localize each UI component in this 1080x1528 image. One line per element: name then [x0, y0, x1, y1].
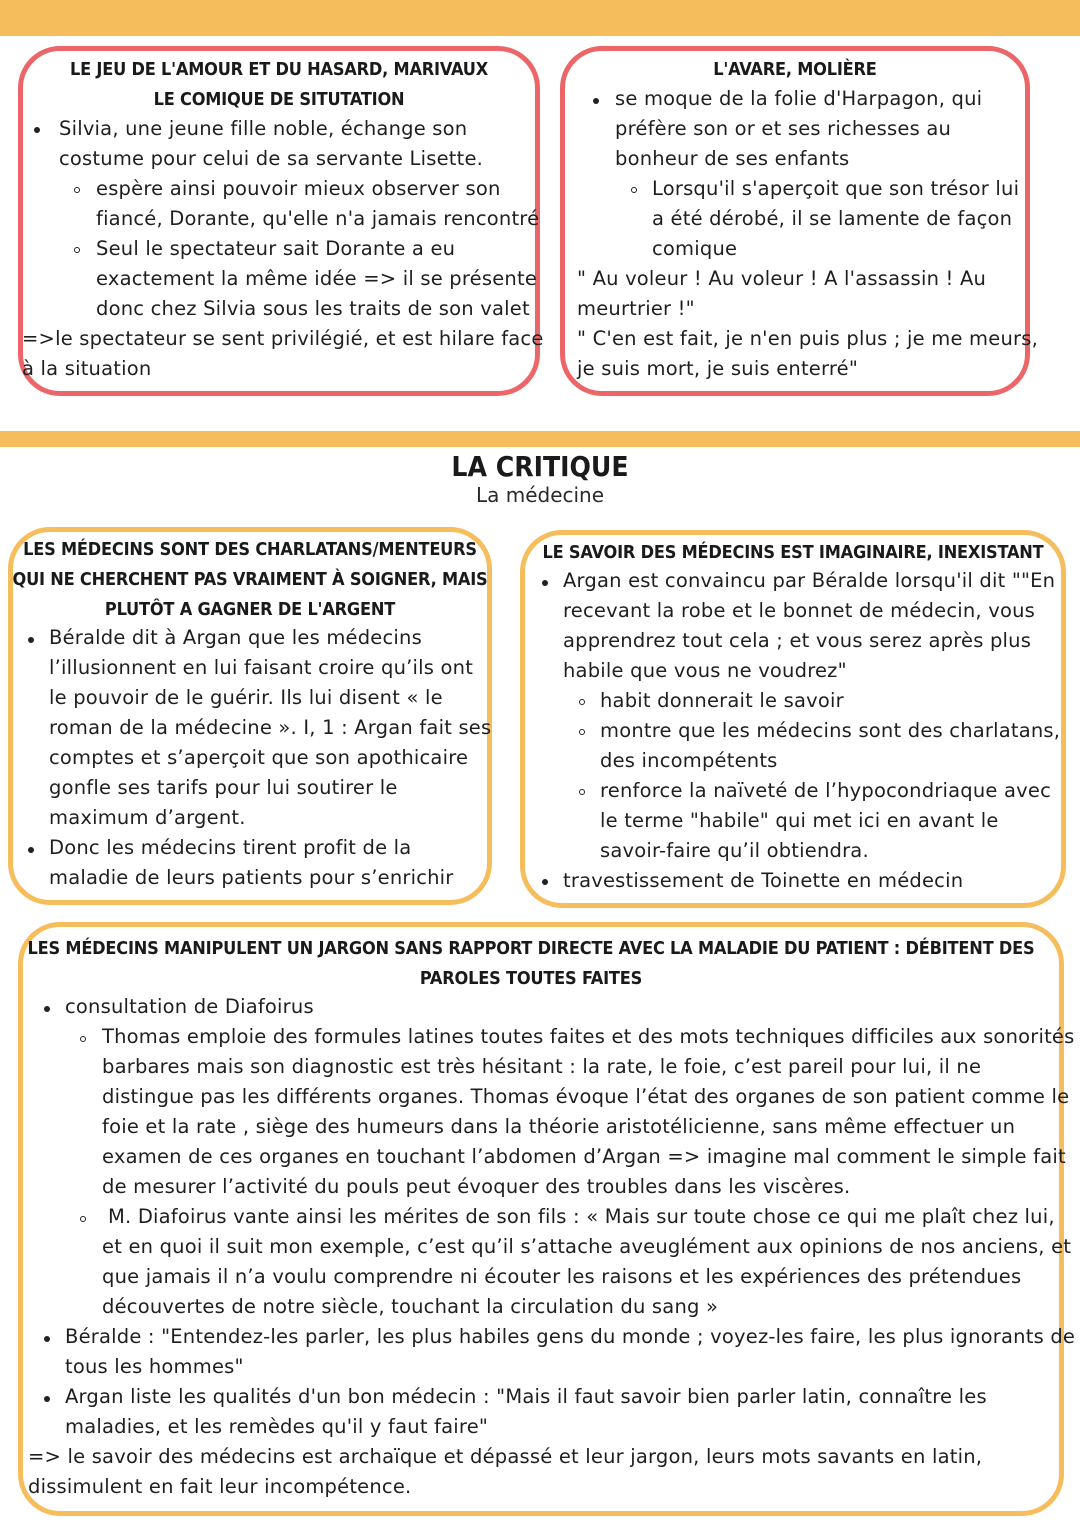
card-charlatans-title: QUI NE CHERCHENT PAS VRAIMENT À SOIGNER, MAIS	[12, 569, 488, 590]
sub-bullet	[579, 789, 585, 795]
card-savoir-line: renforce la naïveté de l’hypocondriaque avec	[600, 779, 1052, 802]
card-marivaux-subtitle: LE COMIQUE DE SITUTATION	[153, 89, 405, 110]
card-charlatans-line: Béralde dit à Argan que les médecins	[49, 626, 422, 649]
card-avare-line: a été dérobé, il se lamente de façon	[652, 207, 1013, 230]
bullet	[28, 847, 34, 853]
section-title: LA CRITIQUE	[451, 450, 629, 483]
card-savoir-line: habile que vous ne voudrez"	[563, 659, 847, 682]
card-jargon-line: Argan liste les qualités d'un bon médecin : "Mais il faut savoir bien parler latin, connaître les	[65, 1385, 987, 1408]
card-jargon-line: maladies, et les remèdes qu'il y faut faire"	[65, 1415, 489, 1438]
card-charlatans-line: roman de la médecine ». I, 1 : Argan fait ses	[49, 716, 492, 739]
card-marivaux-line: espère ainsi pouvoir mieux observer son	[96, 177, 501, 200]
card-marivaux-line: fiancé, Dorante, qu'elle n'a jamais rencontré	[96, 207, 540, 230]
card-jargon-line: découvertes de notre siècle, touchant la circulation du sang »	[102, 1295, 719, 1318]
card-savoir-line: montre que les médecins sont des charlatans,	[600, 719, 1061, 742]
card-charlatans-line: comptes et s’aperçoit que son apothicaire	[49, 746, 469, 769]
card-jargon-line: que jamais il n’a voulu comprendre ni écouter les raisons et les expériences des prétendues	[102, 1265, 1022, 1288]
middle-band	[0, 431, 1080, 447]
card-jargon-line: et en quoi il suit mon exemple, c’est qu’il s’attache aveuglément aux opinions de nos anciens, et	[102, 1235, 1072, 1258]
card-jargon-line: foie et la rate , siège des humeurs dans la théorie aristotélicienne, sans même effectuer un	[102, 1115, 1016, 1138]
card-avare-line: se moque de la folie d'Harpagon, qui	[615, 87, 983, 110]
sub-bullet	[80, 1036, 86, 1042]
card-avare-line: préfère son or et ses richesses au	[615, 117, 952, 140]
card-jargon-title: LES MÉDECINS MANIPULENT UN JARGON SANS RAPPORT DIRECTE AVEC LA MALADIE DU PATIENT : DÉBITENT DES	[27, 938, 1035, 959]
card-savoir-line: savoir-faire qu’il obtiendra.	[600, 839, 869, 862]
card-jargon-line: M. Diafoirus vante ainsi les mérites de son fils : « Mais sur toute chose ce qui me plaît chez lui,	[108, 1205, 1055, 1228]
card-jargon-conclusion: => le savoir des médecins est archaïque et dépassé et leur jargon, leurs mots savants en latin,	[28, 1445, 983, 1468]
sub-bullet	[579, 729, 585, 735]
bullet	[44, 1396, 50, 1402]
bullet	[44, 1006, 50, 1012]
card-charlatans-line: maximum d’argent.	[49, 806, 246, 829]
sub-bullet	[631, 187, 637, 193]
card-charlatans-line: le pouvoir de le guérir. Ils lui disent « le	[49, 686, 443, 709]
card-marivaux-conclusion: =>le spectateur se sent privilégié, et est hilare face	[22, 327, 544, 350]
card-savoir-line: recevant la robe et le bonnet de médecin, vous	[563, 599, 1036, 622]
card-savoir-line: des incompétents	[600, 749, 778, 772]
bullet	[542, 580, 548, 586]
card-jargon-line: Thomas emploie des formules latines toutes faites et des mots techniques difficiles aux sonorités	[102, 1025, 1075, 1048]
card-jargon-line: Béralde : "Entendez-les parler, les plus habiles gens du monde ; voyez-les faire, les plus ignorants de	[65, 1325, 1076, 1348]
card-avare-line: bonheur de ses enfants	[615, 147, 850, 170]
card-jargon-line: barbares mais son diagnostic est très hésitant : la rate, le foie, c’est pareil pour lui, il ne	[102, 1055, 982, 1078]
bullet	[593, 98, 599, 104]
section-subtitle: La médecine	[475, 483, 605, 507]
card-jargon-line: de mesurer l’activité du pouls peut évoquer des troubles dans les viscères.	[102, 1175, 851, 1198]
card-marivaux-conclusion: à la situation	[22, 357, 152, 380]
sub-bullet	[579, 699, 585, 705]
card-jargon-line: tous les hommes"	[65, 1355, 244, 1378]
card-avare-quote: " C'en est fait, je n'en puis plus ; je me meurs,	[577, 327, 1038, 350]
card-marivaux-line: Seul le spectateur sait Dorante a eu	[96, 237, 456, 260]
card-charlatans-line: maladie de leurs patients pour s’enrichir	[49, 866, 454, 889]
card-avare-quote: je suis mort, je suis enterré"	[577, 357, 859, 380]
card-savoir-line: habit donnerait le savoir	[600, 689, 844, 712]
card-savoir-title: LE SAVOIR DES MÉDECINS EST IMAGINAIRE, INEXISTANT	[542, 542, 1044, 563]
card-charlatans-line: Donc les médecins tirent profit de la	[49, 836, 412, 859]
card-savoir-line: apprendrez tout cela ; et vous serez après plus	[563, 629, 1032, 652]
card-jargon-conclusion: dissimulent en fait leur incompétence.	[28, 1475, 412, 1498]
card-avare-quote: meurtrier !"	[577, 297, 695, 320]
card-savoir-line: Argan est convaincu par Béralde lorsqu'il dit ""En	[563, 569, 1056, 592]
card-marivaux-title: LE JEU DE L'AMOUR ET DU HASARD, MARIVAUX	[69, 59, 488, 80]
bullet	[44, 1336, 50, 1342]
card-avare-line: comique	[652, 237, 738, 260]
card-marivaux-line: Silvia, une jeune fille noble, échange son	[59, 117, 468, 140]
card-savoir-line: le terme "habile" qui met ici en avant le	[600, 809, 999, 832]
sub-bullet	[74, 247, 80, 253]
sub-bullet	[74, 187, 80, 193]
sub-bullet	[80, 1216, 86, 1222]
bullet	[542, 879, 548, 885]
card-marivaux-line: donc chez Silvia sous les traits de son valet	[96, 297, 530, 320]
card-marivaux-line: costume pour celui de sa servante Lisette.	[59, 147, 484, 170]
top-band	[0, 0, 1080, 36]
card-charlatans-title: LES MÉDECINS SONT DES CHARLATANS/MENTEURS	[23, 539, 477, 560]
card-avare-quote: " Au voleur ! Au voleur ! A l'assassin ! Au	[577, 267, 987, 290]
card-avare-title: L'AVARE, MOLIÈRE	[713, 59, 877, 80]
card-jargon-title: PAROLES TOUTES FAITES	[419, 968, 643, 989]
card-charlatans-title: PLUTÔT A GAGNER DE L'ARGENT	[104, 599, 396, 620]
bullet	[28, 637, 34, 643]
card-marivaux-line: exactement la même idée => il se présente	[96, 267, 538, 290]
card-charlatans-line: gonfle ses tarifs pour lui soutirer le	[49, 776, 398, 799]
card-jargon-line: examen de ces organes en touchant l’abdomen d’Argan => imagine mal comment le simple fait	[102, 1145, 1066, 1168]
card-jargon-line: distingue pas les différents organes. Thomas évoque l’état des organes de son patient comme le	[102, 1085, 1070, 1108]
card-savoir-line: travestissement de Toinette en médecin	[563, 869, 964, 892]
card-avare-line: Lorsqu'il s'aperçoit que son trésor lui	[652, 177, 1020, 200]
bullet	[34, 127, 40, 133]
card-charlatans-line: l’illusionnent en lui faisant croire qu’ils ont	[49, 656, 474, 679]
card-jargon-line: consultation de Diafoirus	[65, 995, 314, 1018]
